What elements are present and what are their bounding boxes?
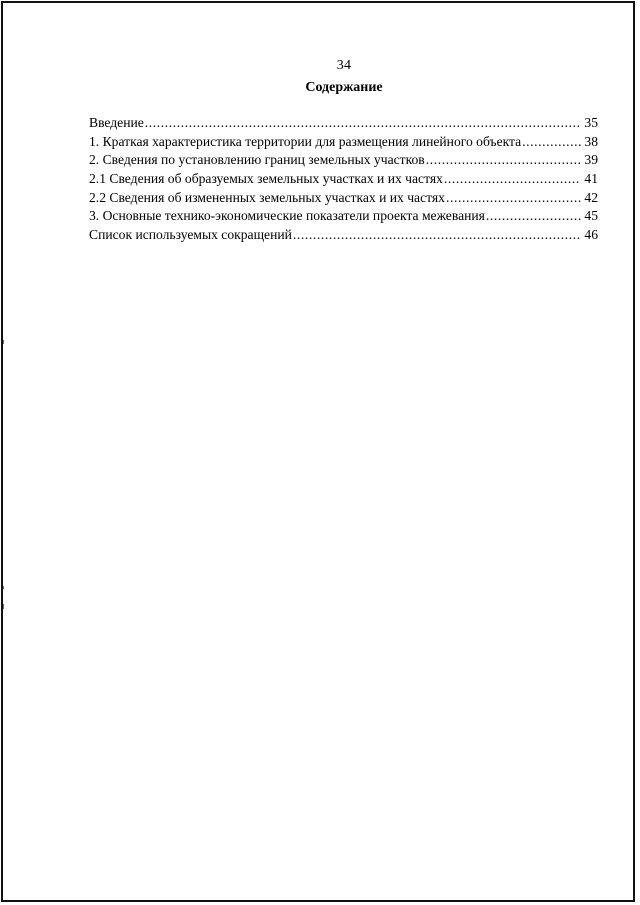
- toc-entry-page: 38: [584, 133, 598, 149]
- table-of-contents: [89, 114, 598, 245]
- toc-entry-abbreviations[interactable]: [89, 226, 598, 245]
- page-number: 34: [336, 58, 352, 73]
- scan-mark: [3, 604, 4, 609]
- toc-entry-page: 35: [584, 115, 598, 130]
- toc-dot-leader: [426, 151, 581, 170]
- toc-entry-page: 39: [584, 152, 598, 168]
- toc-entry-label: 2.1 Сведения об образуемых земельных участках и их частях: [89, 171, 443, 187]
- toc-dot-leader: [444, 170, 581, 189]
- toc-entry-section-2-1[interactable]: [89, 170, 598, 189]
- toc-dot-leader: [486, 207, 581, 226]
- toc-entry-label: 3. Основные технико-экономические показатели проекта межевания: [89, 208, 485, 224]
- toc-dot-leader: [293, 226, 581, 245]
- toc-dot-leader: [522, 133, 581, 152]
- toc-dot-leader: [446, 189, 581, 208]
- toc-entry-section-2[interactable]: [89, 151, 598, 170]
- toc-entry-label: Список используемых сокращений: [89, 227, 292, 243]
- toc-dot-leader: [145, 114, 581, 133]
- scan-mark: [3, 340, 4, 344]
- toc-title: Содержание: [305, 80, 383, 95]
- toc-entry-page: 42: [584, 189, 598, 205]
- toc-entry-page: 46: [584, 227, 598, 243]
- toc-entry-section-2-2[interactable]: [89, 189, 598, 208]
- toc-entry-label: 2. Сведения по установлению границ земельных участков: [89, 152, 425, 168]
- toc-entry-introduction[interactable]: [89, 114, 598, 133]
- scan-mark: [3, 586, 4, 589]
- toc-entry-section-3[interactable]: [89, 207, 598, 226]
- toc-entry-label: 1. Краткая характеристика территории для размещения линейного объекта: [89, 133, 522, 149]
- toc-entry-section-1[interactable]: [89, 133, 598, 152]
- toc-entry-label: Введение: [89, 115, 144, 130]
- toc-entry-page: 41: [584, 171, 598, 187]
- toc-entry-page: 45: [584, 208, 598, 224]
- toc-entry-label: 2.2 Сведения об измененных земельных участках и их частях: [89, 189, 445, 205]
